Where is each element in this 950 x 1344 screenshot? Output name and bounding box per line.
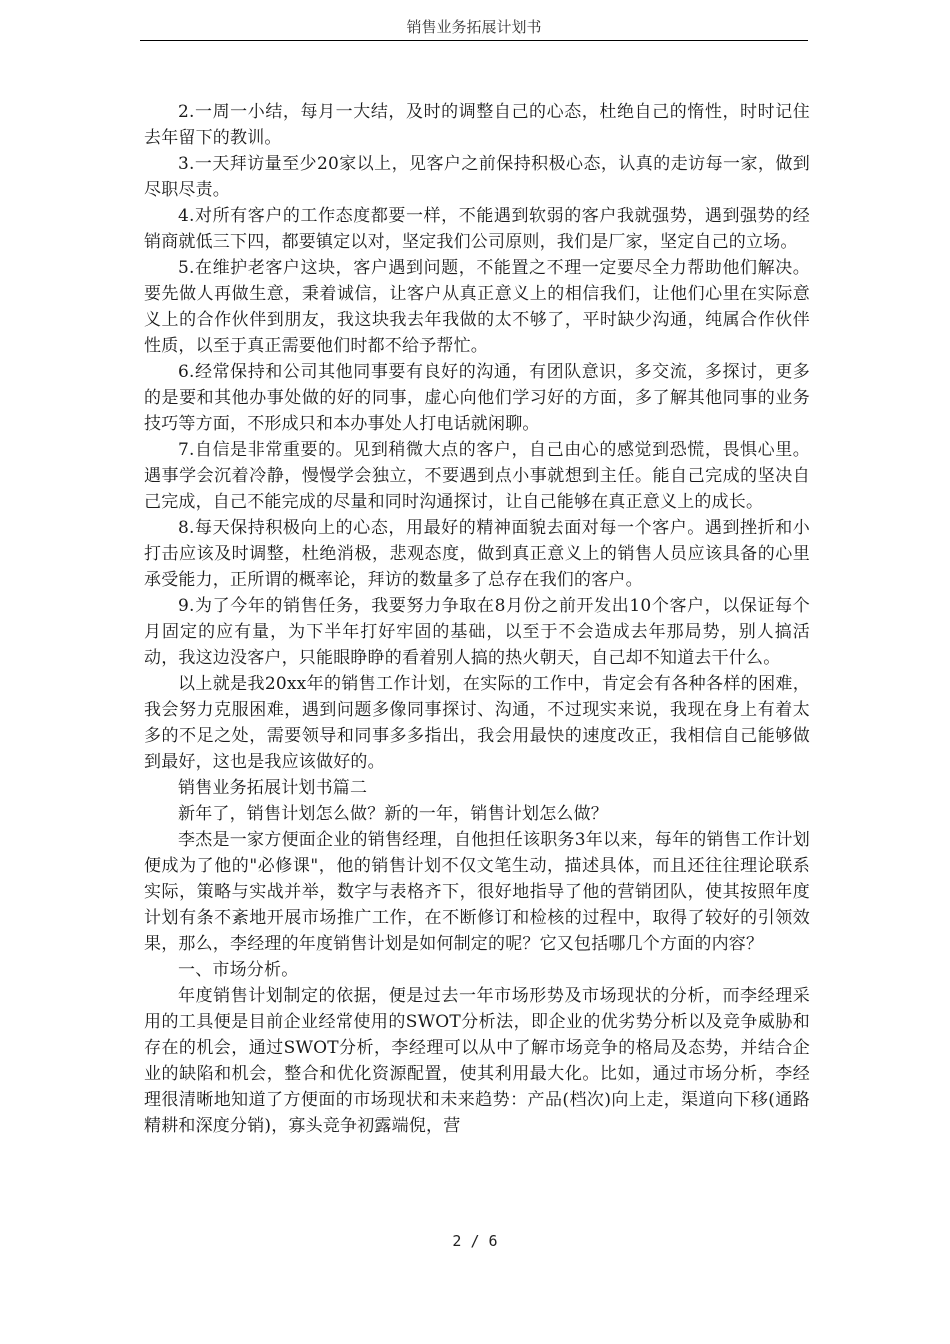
paragraph-question: 新年了，销售计划怎么做？新的一年，销售计划怎么做？ <box>178 804 608 824</box>
document-title: 销售业务拓展计划书 <box>406 18 542 36</box>
paragraph-summary: 以上就是我20xx年的销售工作计划，在实际的工作中，肯定会有各种各样的困难，我会努力克服困难，遇到问题多像同事探讨、沟通，不过现实来说，我现在身上有着太多的不足之处，需要领导和同事多多指出，我会用最快的速度改正，我相信自己能够做到最好，这也是我应该做好的。 <box>144 674 810 772</box>
subsection-heading: 一、市场分析。 <box>178 960 299 980</box>
page-number: 2 / 6 <box>452 1232 498 1250</box>
paragraph-item-7: 7.自信是非常重要的。见到稍微大点的客户，自己由心的感觉到恐慌，畏惧心里。遇事学会沉着冷静，慢慢学会独立，不要遇到点小事就想到主任。能自己完成的坚决自己完成，自己不能完成的尽量和同时沟通探讨，让自己能够在真正意义上的成长。 <box>144 440 810 512</box>
paragraph-item-5: 5.在维护老客户这块，客户遇到问题，不能置之不理一定要尽全力帮助他们解决。要先做人再做生意，秉着诚信，让客户从真正意义上的相信我们，让他们心里在实际意义上的合作伙伴到朋友，我这块我去年我做的太不够了，平时缺少沟通，纯属合作伙伴性质，以至于真正需要他们时都不给予帮忙。 <box>144 258 810 356</box>
paragraph-item-6: 6.经常保持和公司其他同事要有良好的沟通，有团队意识，多交流，多探讨，更多的是要和其他办事处做的好的同事，虚心向他们学习好的方面，多了解其他同事的业务技巧等方面，不形成只和本办事处人打电话就闲聊。 <box>144 362 810 434</box>
section-heading: 销售业务拓展计划书篇二 <box>178 778 368 798</box>
paragraph-item-3: 3.一天拜访量至少20家以上，见客户之前保持积极心态，认真的走访每一家，做到尽职尽责。 <box>144 154 810 200</box>
running-header <box>140 14 808 41</box>
paragraph-case-intro: 李杰是一家方便面企业的销售经理，自他担任该职务3年以来，每年的销售工作计划便成为了他的"必修课"，他的销售计划不仅文笔生动，描述具体，而且还往往理论联系实际，策略与实战并举，数字与表格齐下，很好地指导了他的营销团队，使其按照年度计划有条不紊地开展市场推广工作，在不断修订和检核的过程中，取得了较好的引领效果，那么，李经理的年度销售计划是如何制定的呢？它又包括哪几个方面的内容？ <box>144 830 810 954</box>
paragraph-item-9: 9.为了今年的销售任务，我要努力争取在8月份之前开发出10个客户，以保证每个月固定的应有量，为下半年打好牢固的基础，以至于不会造成去年那局势，别人搞活动，我这边没客户，只能眼睁睁的看着别人搞的热火朝天，自己却不知道去干什么。 <box>144 596 810 668</box>
paragraph-item-2: 2.一周一小结，每月一大结，及时的调整自己的心态，杜绝自己的惰性，时时记住去年留下的教训。 <box>144 102 810 148</box>
document-body <box>144 99 810 1139</box>
paragraph-market-analysis: 年度销售计划制定的依据，便是过去一年市场形势及市场现状的分析，而李经理采用的工具便是目前企业经常使用的SWOT分析法，即企业的优劣势分析以及竞争威胁和存在的机会，通过SWOT分析，李经理可以从中了解市场竞争的格局及态势，并结合企业的缺陷和机会，整合和优化资源配置，使其利用最大化。比如，通过市场分析，李经理很清晰地知道了方便面的市场现状和未来趋势：产品(档次)向上走，渠道向下移(通路精耕和深度分销)，寡头竞争初露端倪，营 <box>144 986 810 1136</box>
paragraph-item-8: 8.每天保持积极向上的心态，用最好的精神面貌去面对每一个客户。遇到挫折和小打击应该及时调整，杜绝消极，悲观态度，做到真正意义上的销售人员应该具备的心里承受能力，正所谓的概率论，拜访的数量多了总存在我们的客户。 <box>144 518 810 590</box>
paragraph-item-4: 4.对所有客户的工作态度都要一样，不能遇到软弱的客户我就强势，遇到强势的经销商就低三下四，都要镇定以对，坚定我们公司原则，我们是厂家，坚定自己的立场。 <box>144 206 810 252</box>
